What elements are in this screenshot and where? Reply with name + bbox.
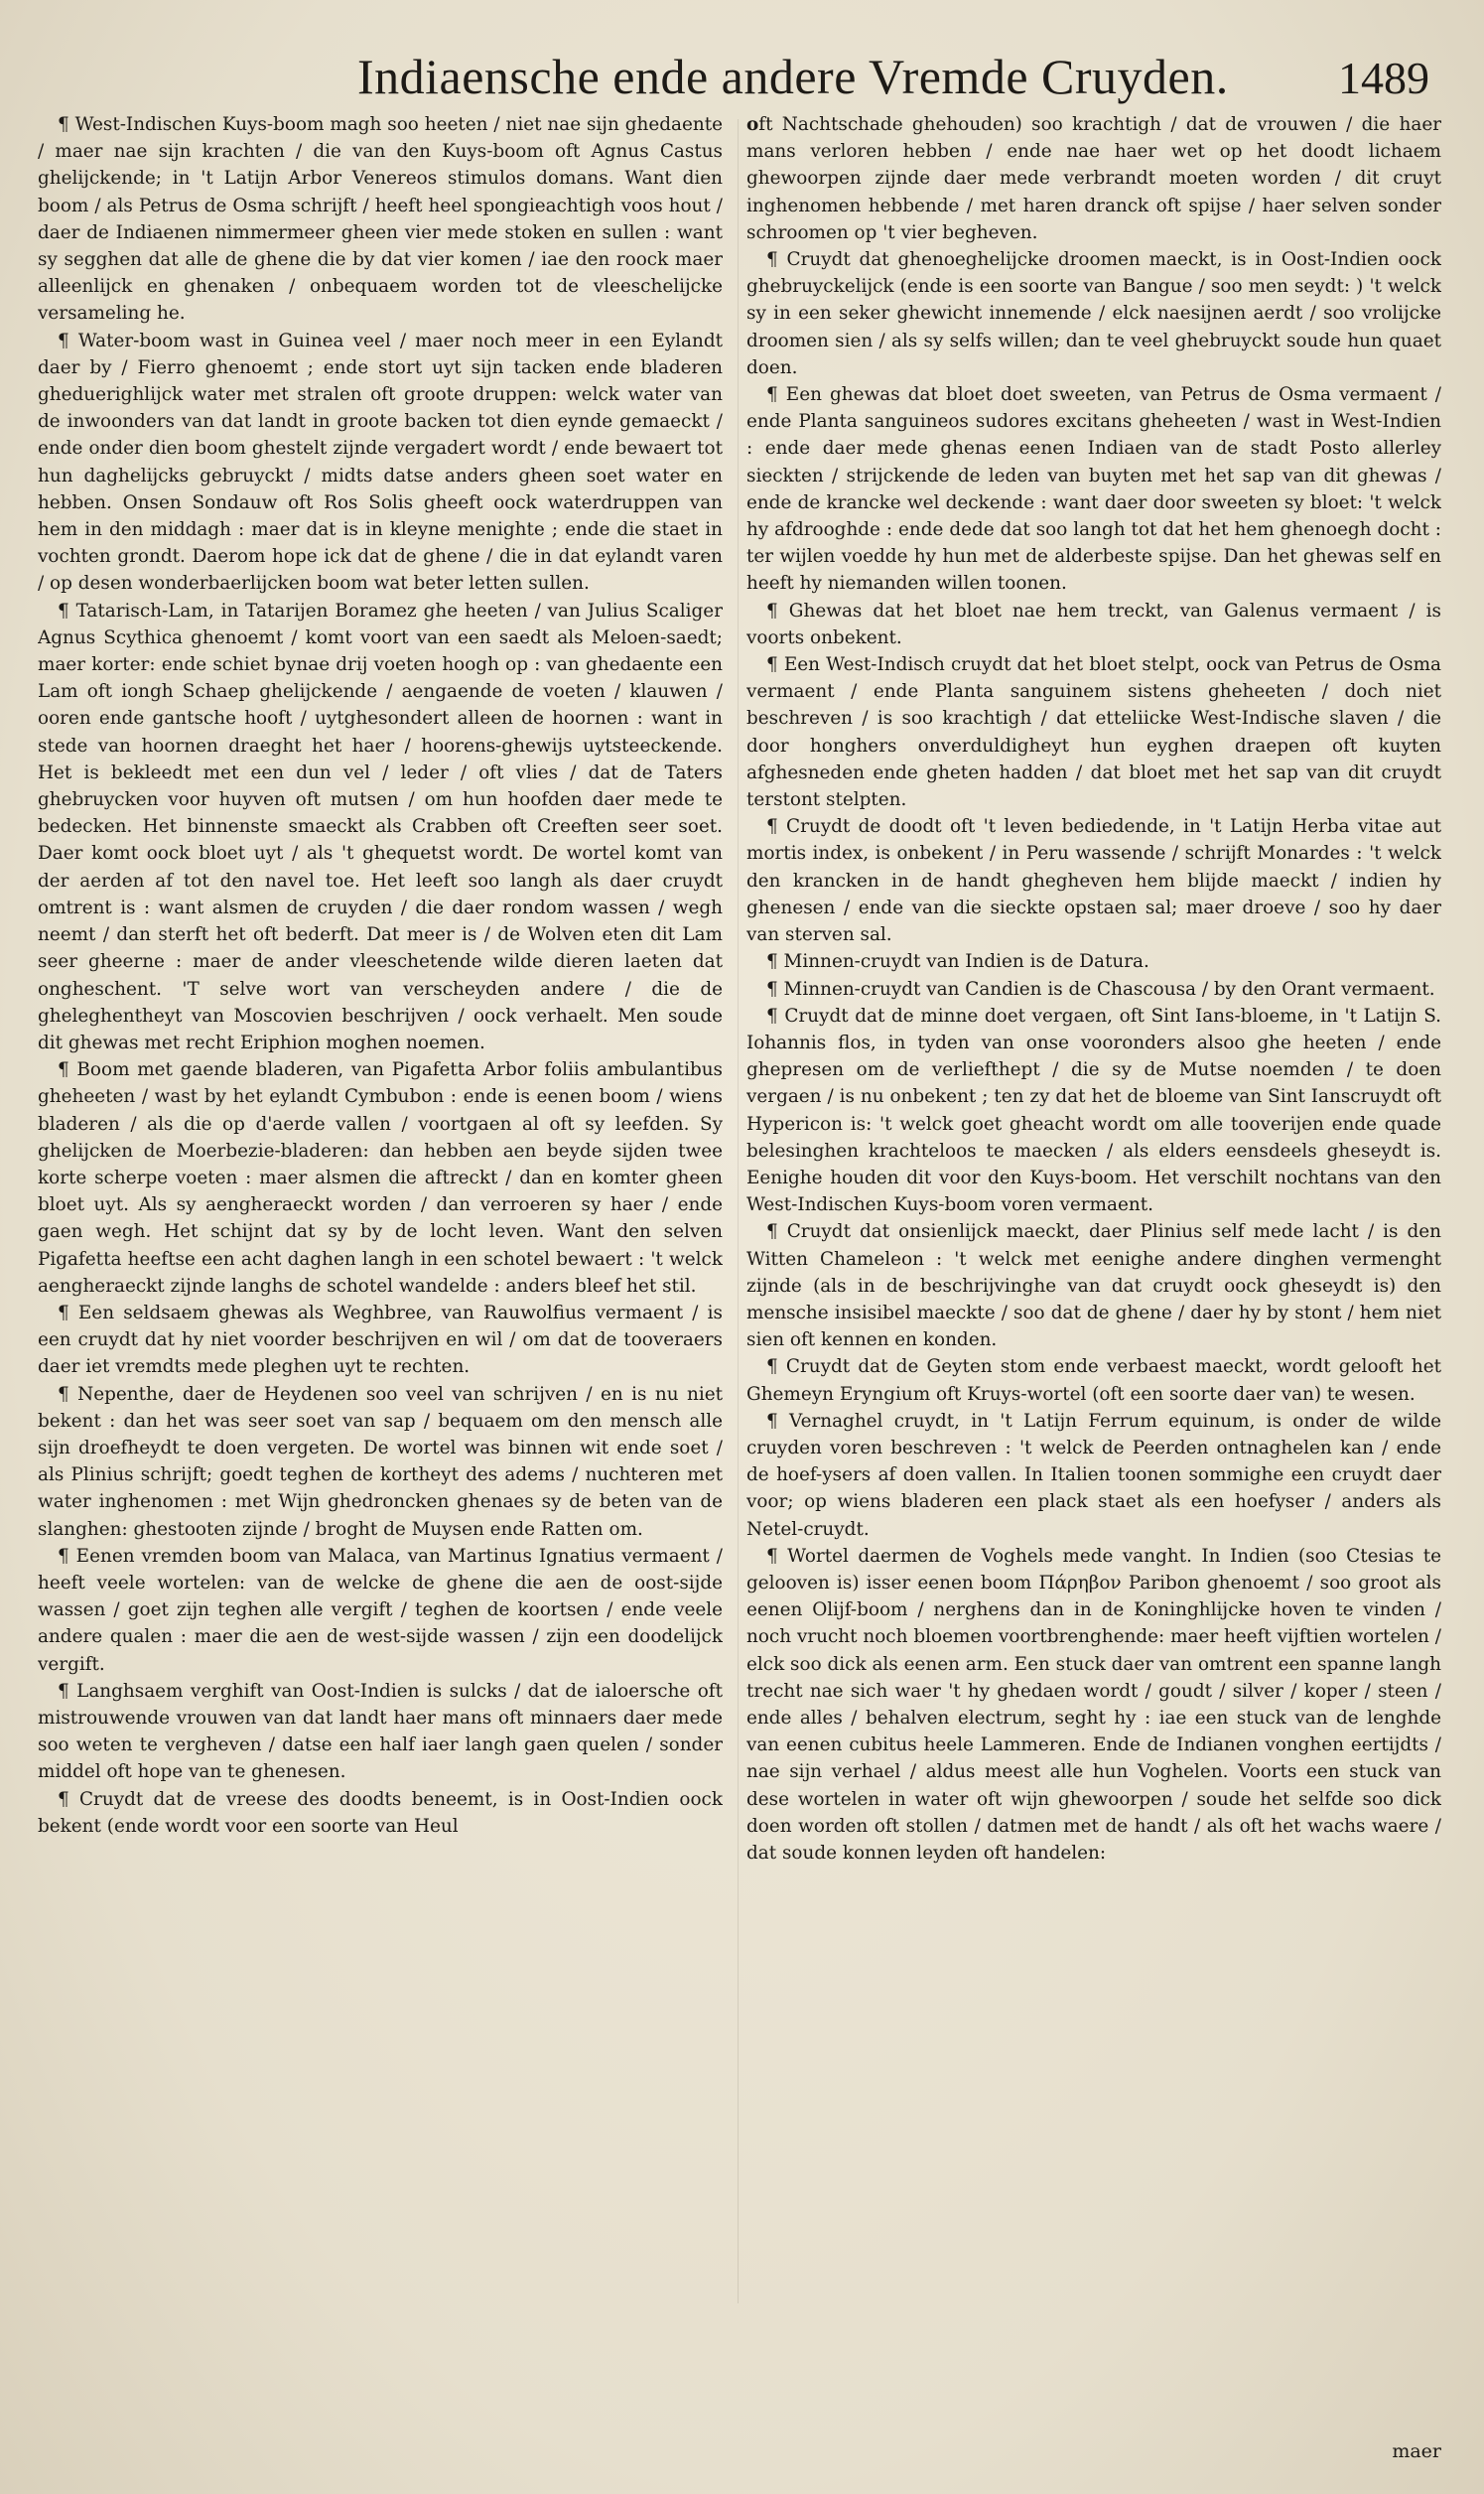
entry-paragraph: ¶ Minnen-cruydt van Candien is de Chascousa / by den Orant vermaent. <box>766 978 1435 1000</box>
entry-paragraph: ¶ Een seldsaem ghewas als Weghbree, van Rauwolfius vermaent / is een cruydt dat hy niet voorder beschrijven en wil / om dat de tooveraers daer iet vremdts mede pleghen uyt te rechten. <box>38 1302 723 1378</box>
page-number: 1489 <box>1338 53 1429 103</box>
entry-paragraph: ¶ Nepenthe, daer de Heydenen soo veel van schrijven / en is nu niet bekent : dan het was seer soet van sap / bequaem om den mensch alle sijn droefheydt te doen vergeten. De wortel was binnen wit ende soet / als Plinius schrijft; goedt teghen de kortheyt des adems / nuchteren met water inghenomen : met Wijn ghedroncken ghenaes sy de beten van de slanghen: ghestooten zijnde / broght de Muysen ende Ratten om. <box>38 1383 723 1540</box>
column-gutter <box>738 119 739 2303</box>
left-column <box>38 111 723 2464</box>
catchword: maer <box>1392 2440 1441 2462</box>
entry-paragraph: ¶ Cruydt dat de minne doet vergaen, oft Sint Ians-bloeme, in 't Latijn S. Iohannis flos, in tyden van onse vooronders alsoo ghe heeten / ende ghepresen om de verliefthept / die sy de Mutse noemden / te doen vergaen / is nu onbekent ; ten zy dat het de bloeme van Sint Ianscruydt oft Hypericon is: 't welck goet gheacht wordt om alle tooverijen ende quade belesinghen krachteloos te maecken / als elders eensdeels gheseydt is. Eenighe houden dit voor den Kuys-boom. Het verschilt nochtans van den West-Indischen Kuys-boom voren vermaent. <box>746 1005 1441 1216</box>
entry-paragraph: ¶ Een West-Indisch cruydt dat het bloet stelpt, oock van Petrus de Osma vermaent / ende Planta sanguinem sistens gheheeten / doch niet beschreven / is soo krachtigh / dat etteliicke West-Indische slaven / die door honghers onverduldigheyt hun eyghen draepen oft kuyten afghesneden ende gheten hadden / dat bloet met het sap van dit cruydt terstont stelpten. <box>746 654 1441 811</box>
entry-paragraph: ¶ Langhsaem verghift van Oost-Indien is sulcks / dat de ialoersche oft mistrouwende vrouwen van dat landt haer mans oft minnaers daer mede soo weten te vergheven / datse een half iaer langh gaen quelen / sonder middel oft hope van te ghenesen. <box>38 1680 723 1783</box>
entry-paragraph: ¶ Water-boom wast in Guinea veel / maer noch meer in een Eylandt daer by / Fierro ghenoemt ; ende stort uyt sijn tacken ende bladeren gheduerighlijck water met stralen oft groote druppen: welck water van de inwoonders van dat landt in groote backen tot dien eynde gemaeckt / ende onder dien boom ghestelt zijnde vergadert wordt / ende bewaert tot hun daghelijcks gebruyckt / midts datse anders gheen soet water en hebben. Onsen Sondauw oft Ros Solis gheeft oock waterdruppen van hem in den middagh : maer dat is in kleyne menighte ; ende die staet in vochten grondt. Daerom hope ick dat de ghene / die in dat eylandt varen / op desen wonderbaerlijcken boom wat beter letten sullen. <box>38 330 723 595</box>
entry-paragraph: ¶ Boom met gaende bladeren, van Pigafetta Arbor foliis ambulantibus gheheeten / wast by het eylandt Cymbubon : ende is eenen boom / wiens bladeren / als die op d'aerde vallen / voortgaen al oft sy leefden. Sy ghelijcken de Moerbezie-bladeren: dan hebben aen beyde sijden twee korte scherpe voeten : maer alsmen die aftreckt / dan en komter gheen bloet uyt. Als sy aengheraeckt worden / dan verroeren sy haer / ende gaen wegh. Het schijnt dat sy by de locht leven. Want den selven Pigafetta heeftse een acht daghen langh in een schotel bewaert : 't welck aengheraeckt zijnde langhs de schotel wandelde : anders bleef het stil. <box>38 1059 723 1297</box>
entry-paragraph: ¶ Ghewas dat het bloet nae hem treckt, van Galenus vermaent / is voorts onbekent. <box>746 600 1441 648</box>
entry-paragraph: ¶ Cruydt dat onsienlijck maeckt, daer Plinius self mede lacht / is den Witten Chameleon : 't welck met eenighe andere dinghen vermenght zijnde (als in de beschrijvinghe van dat cruydt oock gheseydt is) den mensche insisibel maeckte / soo dat de ghene / daer hy by stont / hem niet sien oft kennen en konden. <box>746 1221 1441 1351</box>
entry-paragraph: ¶ Wortel daermen de Voghels mede vanght. In Indien (soo Ctesias te gelooven is) isser eenen boom Πάρηβον Paribon ghenoemt / soo groot als eenen Olijf-boom / nerghens dan in de Koninghlijcke hoven te vinden / noch vrucht noch bloemen voortbrenghende: maer heeft vijftien wortelen / elck soo dick als eenen arm. Een stuck daer van omtrent een spanne langh trecht nae sich waer 't hy ghedaen wordt / goudt / silver / koper / steen / ende alles / behalven electrum, seght hy : iae een stuck van de lenghde van eenen cubitus heele Lammeren. Ende de Indianen vonghen eertijdts / nae sijn verhael / aldus meest alle hun Voghelen. Voorts een stuck van dese wortelen in water oft wijn ghewoorpen / soude het selfde soo dick doen worden oft stollen / datmen met de handt / als oft het wachs waere / dat soude konnen leyden oft handelen: <box>746 1545 1441 1864</box>
entry-paragraph: ¶ Cruydt dat de vreese des doodts beneemt, is in Oost-Indien oock bekent (ende wordt voor een soorte van Heul <box>38 1788 723 1837</box>
entry-paragraph: ¶ Cruydt dat de Geyten stom ende verbaest maeckt, wordt gelooft het Ghemeyn Eryngium oft Kruys-wortel (oft een soorte daer van) te wesen. <box>746 1356 1441 1405</box>
entry-paragraph: oft Nachtschade ghehouden) soo krachtigh / dat de vrouwen / die haer mans verloren hebben / ende nae haer wet op het doodt lichaem ghewoorpen zijnde daer mede verbrandt moeten worden / dit cruyt inghenomen hebbende / met haren dranck oft spijse / haer selven sonder schroomen op 't vier begheven. <box>746 114 1441 243</box>
right-column <box>746 111 1441 2464</box>
entry-paragraph: ¶ Eenen vremden boom van Malaca, van Martinus Ignatius vermaent / heeft veele wortelen: van de welcke de ghene die aen de oost-sijde wassen / goet zijn teghen alle vergift / teghen de koortsen / ende veele andere qualen : maer die aen de west-sijde wassen / zijn een doodelijck vergift. <box>38 1545 723 1675</box>
entry-paragraph: ¶ Cruydt de doodt oft 't leven bediedende, in 't Latijn Herba vitae aut mortis index, is onbekent / in Peru wassende / schrijft Monardes : 't welck den krancken in de handt ghegheven hem blijde maeckt / indien hy ghenesen / ende van die sieckte opstaen sal; maer droeve / soo hy daer van sterven sal. <box>746 816 1441 946</box>
entry-paragraph: ¶ Een ghewas dat bloet doet sweeten, van Petrus de Osma vermaent / ende Planta sanguineos sudores excitans gheheeten / wast in West-Indien : ende daer mede ghenas eenen Indiaen van de stadt Posto allerley sieckten / strijckende de leden van buyten met het sap van dit ghewas / ende de krancke wel deckende : want daer door sweeten sy bloet: 't welck hy afdrooghde : ende dede dat soo langh tot dat het hem ghenoegh docht : ter wijlen voedde hy hun met de alderbeste spijse. Dan het ghewas self en heeft hy niemanden willen toonen. <box>746 384 1441 595</box>
entry-paragraph: ¶ Minnen-cruydt van Indien is de Datura. <box>766 951 1149 973</box>
entry-paragraph: ¶ Vernaghel cruydt, in 't Latijn Ferrum equinum, is onder de wilde cruyden voren beschreven : 't welck de Peerden ontnaghelen kan / ende de hoef-ysers af doen vallen. In Italien toonen sommighe een cruydt daer voor; op wiens bladeren een plack staet als een hoefyser / anders als Netel-cruydt. <box>746 1410 1441 1540</box>
page-header <box>357 40 1459 109</box>
entry-paragraph: ¶ Tatarisch-Lam, in Tatarijen Boramez ghe heeten / van Julius Scaliger Agnus Scythica ghenoemt / komt voort van een saedt als Meloen-saedt; maer korter: ende schiet bynae drij voeten hoogh op : van ghedaente een Lam oft iongh Schaep ghelijckende / aengaende de voeten / klauwen / ooren ende gantsche hooft / uytghesondert alleen de hoornen : want in stede van hoornen draeght het haer / hoorens-ghewijs uytsteeckende. Het is bekleedt met een dun vel / leder / oft vlies / dat de Taters ghebruycken voor huyven oft mutsen / om hun hoofden daer mede te bedecken. Het binnenste smaeckt als Crabben oft Creeften seer soet. Daer komt oock bloet uyt / als 't ghequetst wordt. De wortel komt van der aerden af tot den navel toe. Het leeft soo langh als daer cruydt omtrent is : want alsmen de cruyden / die daer rondom wassen / wegh neemt / dan sterft het oft bederft. Dat meer is / de Wolven eten dit Lam seer gheerne : maer de ander vleeschetende wilde dieren laeten dat ongheschent. 'T selve wort van verscheyden andere / die de gheleghentheyt van Moscovien beschrijven / oock verhaelt. Men soude dit ghewas met recht Eriphion moghen noemen. <box>38 600 723 1053</box>
running-title: Indiaensche ende andere Vremde Cruyden. <box>357 49 1229 104</box>
entry-paragraph: ¶ Cruydt dat ghenoeghelijcke droomen maeckt, is in Oost-Indien oock ghebruyckelijck (ende is een soorte van Bangue / soo men seydt: ) 't welck sy in een seker ghewicht innemende / elck naesijnen aerdt / soo vrolijcke droomen sien / als sy selfs willen; dan te veel ghebruyckt soude hun quaet doen. <box>746 249 1441 378</box>
entry-paragraph: ¶ West-Indischen Kuys-boom magh soo heeten / niet nae sijn ghedaente / maer nae sijn krachten / die van den Kuys-boom oft Agnus Castus ghelijckende; in 't Latijn Arbor Venereos stimulos domans. Want dien boom / als Petrus de Osma schrijft / heeft heel spongieachtigh voos hout / daer de Indiaenen nimmermeer gheen vier mede stoken en sullen : want sy segghen dat alle de ghene die by dat vier komen / iae den roock maer alleenlijck en ghenaken / onbequaem worden tot de vleeschelijcke versameling he. <box>38 114 723 325</box>
